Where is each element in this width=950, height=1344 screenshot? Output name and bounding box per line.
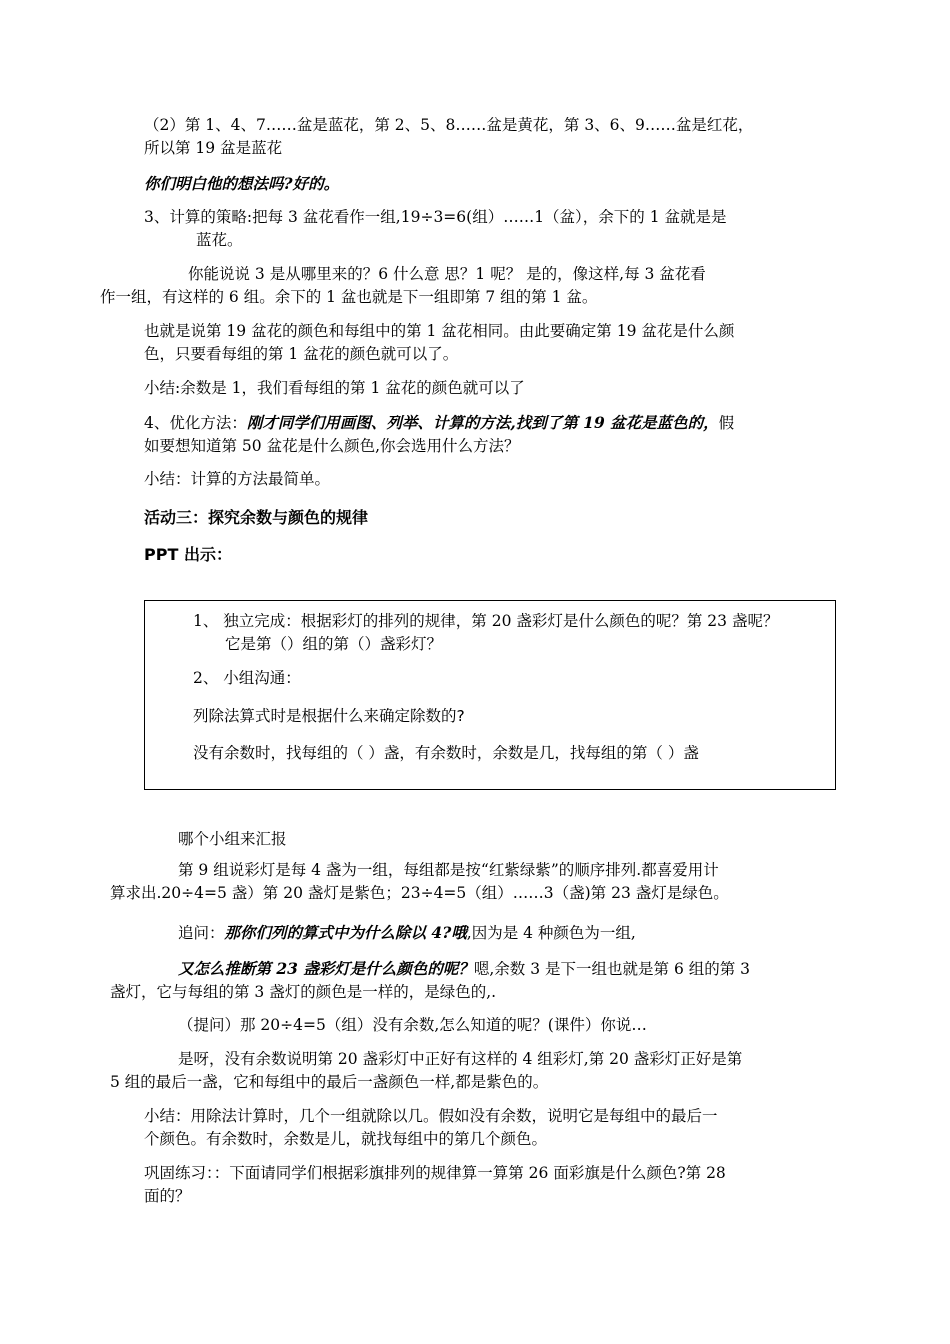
paragraph-6: 小结:余数是 1，我们看每组的第 1 盆花的颜色就可以了 xyxy=(144,379,525,397)
paragraph-13: （提问）那 20÷4=5（组）没有余数,怎么知道的呢？(课件）你说… xyxy=(178,1016,647,1034)
paragraph-15: 小结：用除法计算时，几个一组就除以几。假如没有余数，说明它是每组中的最后一 个颜色。有余数时，余数是儿，就找每组中的第几个颜色。 xyxy=(144,1107,718,1148)
paragraph-4: 你能说说 3 是从哪里来的？6 什么意 思？1 呢？ 是的，像这样,每 3 盆花看 作一组，有这样的 6 组。余下的 1 盆也就是下一组即第 7 组的第 1 盆。 xyxy=(100,265,706,306)
paragraph-3: 3、计算的策略:把每 3 盆花看作一组,19÷3=6(组）……1（盆），余下的 1 盆就是是 蓝花。 xyxy=(144,208,727,249)
ppt-heading: PPT 出示： xyxy=(144,545,232,564)
box-question: 列除法算式时是根据什么来确定除数的? xyxy=(193,707,465,725)
paragraph-9: 哪个小组来汇报 xyxy=(178,830,287,848)
paragraph-11: 追问：那你们列的算式中为什么除以 4?哦,因为是 4 种颜色为一组, xyxy=(178,923,636,942)
box-fill-in: 没有余数时，找每组的（ ）盏，有余数时，余数是几，找每组的第（ ）盏 xyxy=(193,744,699,762)
paragraph-12: 又怎么推断第 23 盏彩灯是什么颜色的呢？嗯,余数 3 是下一组也就是第 6 组的第 3 盏灯，它与每组的第 3 盏灯的颜色是一样的，是绿色的,. xyxy=(110,959,751,1001)
box-item-1: 1、 独立完成：根据彩灯的排列的规律，第 20 盏彩灯是什么颜色的呢？第 23 盏呢？ 它是第（）组的第（）盏彩灯？ xyxy=(193,612,779,653)
box-item-2: 2、 小组沟通： xyxy=(193,669,301,687)
ppt-box xyxy=(144,600,836,790)
paragraph-8: 小结：计算的方法最简单。 xyxy=(144,470,331,488)
paragraph-2: 你们明白他的想法吗?好的。 xyxy=(144,174,340,193)
paragraph-14: 是呀，没有余数说明第 20 盏彩灯中正好有这样的 4 组彩灯,第 20 盏彩灯正好是第 5 组的最后一盏，它和每组中的最后一盏颜色一样,都是紫色的。 xyxy=(110,1050,743,1091)
paragraph-10: 第 9 组说彩灯是每 4 盏为一组，每组都是按“红紫绿紫”的顺序排列.都喜爱用计 算求出.20÷4=5 盏）第 20 盏灯是紫色；23÷4=5（组）……3（盏)第 23 盏灯是绿色。 xyxy=(110,861,729,902)
paragraph-16: 巩固练习：：下面请同学们根据彩旗排列的规律算一算第 26 面彩旗是什么颜色?第 28 面的？ xyxy=(144,1164,726,1205)
paragraph-1: （2）第 1、4、7……盆是蓝花，第 2、5、8……盆是黄花，第 3、6、9……盆是红花， 所以第 19 盆是蓝花 xyxy=(144,116,754,157)
paragraph-7: 4、优化方法：刚才同学们用画图、列举、计算的方法,找到了第 19 盆花是蓝色的，假 如要想知道第 50 盆花是什么颜色,你会选用什么方法？ xyxy=(144,413,735,455)
paragraph-5: 也就是说第 19 盆花的颜色和每组中的第 1 盆花相同。由此要确定第 19 盆花是什么颜 色，只要看每组的第 1 盆花的颜色就可以了。 xyxy=(144,322,735,363)
section-heading: 活动三：探究余数与颜色的规律 xyxy=(144,508,369,527)
